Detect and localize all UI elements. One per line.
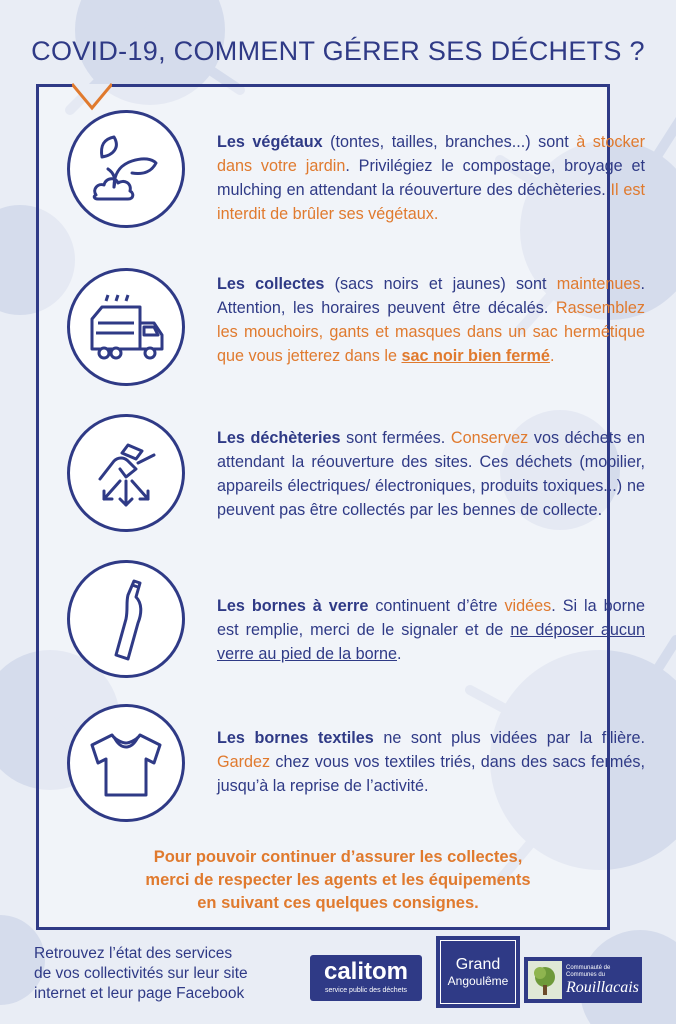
text-fragment: Rassemblez les mouchoirs, gants et masques dans un sac hermétique que vous jetterez dans le xyxy=(217,299,645,365)
footer-line: internet et leur page Facebook xyxy=(34,985,245,1002)
garbage-truck-icon xyxy=(67,268,185,386)
text-fragment: maintenues xyxy=(556,275,641,293)
calitom-name: calitom xyxy=(323,958,409,985)
grand-angouleme-line1: Grand xyxy=(455,956,501,973)
footer-info xyxy=(34,944,294,1004)
text-fragment: . xyxy=(549,347,555,365)
text-fragment: chez vous vos textiles triés, dans des sacs fermés, jusqu’à la reprise de l’activité. xyxy=(217,753,645,795)
rouillacais-name: Rouillacais xyxy=(566,979,639,996)
text-fragment: (tontes, tailles, branches...) sont xyxy=(322,133,577,151)
closing-line: Pour pouvoir continuer d’assurer les collectes, xyxy=(153,848,523,866)
rouillacais-subtitle: Communauté de Communes du xyxy=(566,965,611,978)
text-fragment: Les déchèteries xyxy=(217,429,341,447)
footer-line: Retrouvez l’état des services xyxy=(34,945,233,962)
closing-message xyxy=(40,846,636,915)
text-fragment: (sacs noirs et jaunes) sont xyxy=(324,275,557,293)
text-fragment: ne sont plus vidées par la filière. xyxy=(373,729,645,747)
rouillacais-emblem xyxy=(528,961,562,999)
text-fragment: vos déchets en attendant la réouverture des sites. Ces déchets (mobilier, appareils électriques/ électroniques, produits toxiques...) ne peuvent pas être collectés par les bennes de collecte. xyxy=(217,429,645,519)
item-text xyxy=(217,426,645,522)
item-text xyxy=(217,130,645,226)
item-text xyxy=(217,726,645,798)
plant-icon xyxy=(67,110,185,228)
text-fragment: à stocker dans votre jardin xyxy=(217,133,645,175)
text-fragment: Gardez xyxy=(217,753,271,771)
text-fragment: Les collectes xyxy=(217,275,325,293)
text-fragment: Conservez xyxy=(450,429,529,447)
closing-line: merci de respecter les agents et les équipements xyxy=(145,871,531,889)
text-fragment: . Privilégiez le compostage, broyage et mulching en attendant la réouverture des déchèteries. xyxy=(217,157,645,199)
recycling-hand-icon xyxy=(67,414,185,532)
grand-angouleme-line2: Angoulême xyxy=(447,974,509,988)
page-title: COVID-19, COMMENT GÉRER SES DÉCHETS ? xyxy=(31,36,645,66)
text-fragment: . Si la borne est remplie, merci de le signaler et de xyxy=(217,597,646,639)
text-fragment: Les végétaux xyxy=(217,133,323,151)
grand-angouleme-logo xyxy=(436,936,520,1008)
calitom-logo xyxy=(310,955,422,1001)
text-fragment: Les bornes textiles xyxy=(217,729,374,747)
speech-bubble-tail xyxy=(72,72,112,112)
item-text xyxy=(217,594,645,666)
text-fragment: Les bornes à verre xyxy=(217,597,369,615)
text-fragment: . Attention, les horaires peuvent être décalés. xyxy=(217,275,645,317)
text-fragment: . xyxy=(396,645,402,663)
footer-line: de vos collectivités sur leur site xyxy=(34,965,248,982)
glass-bottle-icon xyxy=(67,560,185,678)
closing-line: en suivant ces quelques consignes. xyxy=(197,894,479,912)
text-fragment: sont fermées. xyxy=(340,429,451,447)
text-fragment: ne déposer aucun verre au pied de la borne xyxy=(217,621,645,663)
text-fragment: vidées xyxy=(504,597,552,615)
calitom-tagline: service public des déchets xyxy=(324,987,408,994)
text-fragment: sac noir bien fermé xyxy=(401,347,550,365)
text-fragment: continuent d’être xyxy=(368,597,505,615)
text-fragment: Il est interdit de brûler ses végétaux. xyxy=(217,181,645,223)
t-shirt-icon xyxy=(67,704,185,822)
item-text xyxy=(217,272,645,368)
rouillacais-logo xyxy=(524,957,642,1003)
